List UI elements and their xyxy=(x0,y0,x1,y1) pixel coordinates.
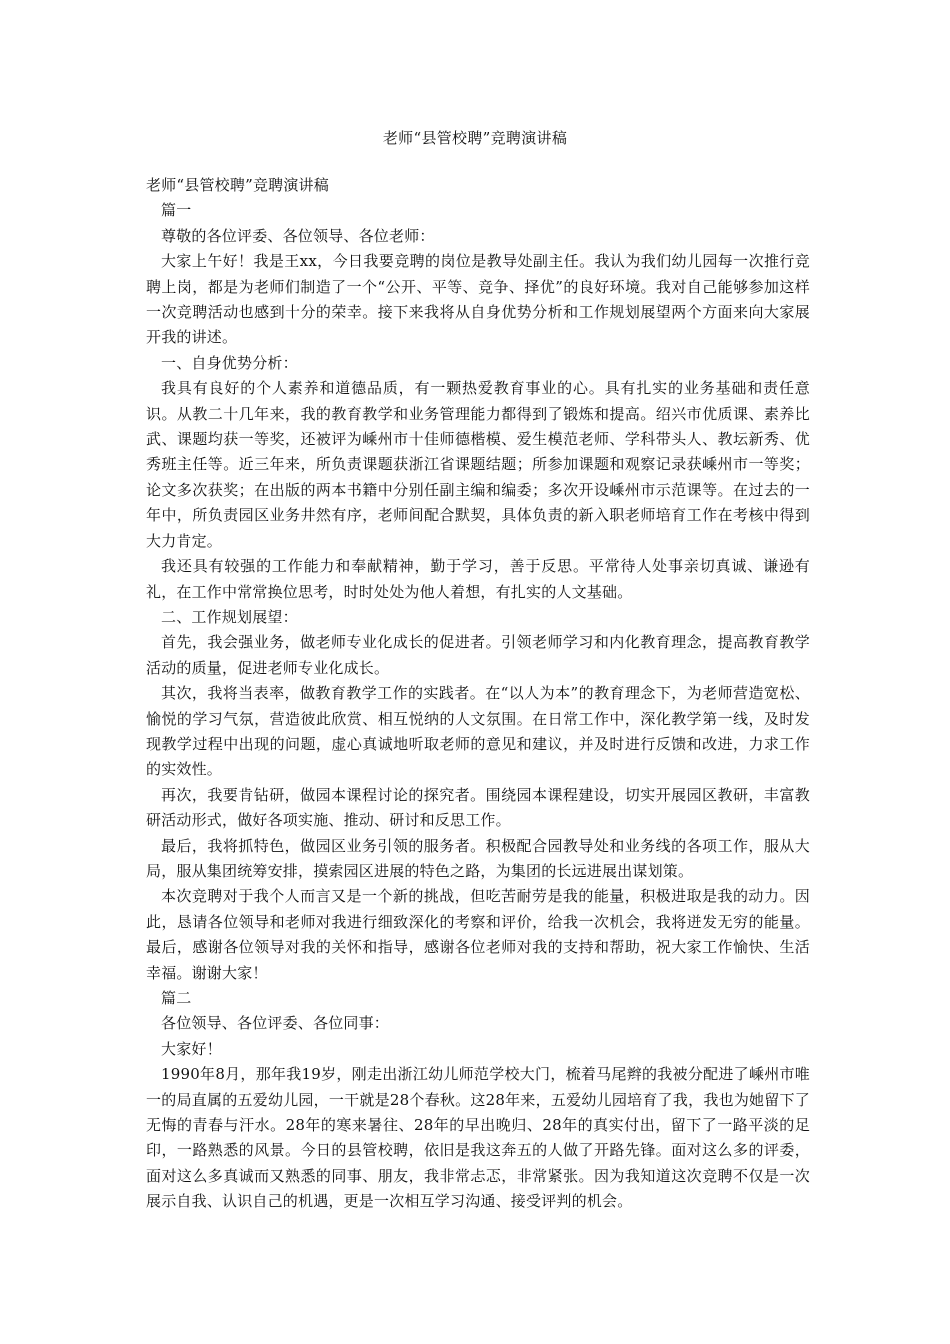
body-paragraph: 我还具有较强的工作能力和奉献精神，勤于学习，善于反思。平常待人处事亲切真诚、谦逊有礼，在工作中常常换位思考，时时处处为他人着想，有扎实的人文基础。 xyxy=(146,557,810,601)
body-paragraph: 本次竞聘对于我个人而言又是一个新的挑战，但吃苦耐劳是我的能量，积极进取是我的动力。因此，恳请各位领导和老师对我进行细致深化的考察和评价，给我一次机会，我将迸发无穷的能量。最后，感谢各位领导对我的关怀和指导，感谢各位老师对我的支持和帮助，祝大家工作愉快、生活幸福。谢谢大家！ xyxy=(146,887,810,982)
greeting-paragraph: 大家好！ xyxy=(161,1039,222,1058)
body-paragraph: 其次，我将当表率，做教育教学工作的实践者。在“以人为本”的教育理念下，为老师营造宽松、愉悦的学习气氛，营造彼此欣赏、相互悦纳的人文氛围。在日常工作中，深化教学第一线，及时发现教学过程中出现的问题，虚心真诚地听取老师的意见和建议，并及时进行反馈和改进，力求工作的实效性。 xyxy=(146,684,810,779)
body-paragraph: 首先，我会强业务，做老师专业化成长的促进者。引领老师学习和内化教育理念，提高教育教学活动的质量，促进老师专业化成长。 xyxy=(146,633,810,677)
salutation-paragraph: 尊敬的各位评委、各位领导、各位老师： xyxy=(161,226,435,245)
section-heading-part-two: 篇二 xyxy=(161,989,192,1007)
body-paragraph: 大家上午好！我是王xx，今日我要竞聘的岗位是教导处副主任。我认为我们幼儿园每一次推行竞聘上岗，都是为老师们制造了一个“公开、平等、竞争、择优”的良好环境。我对自己能够参加这样一次竞聘活动也感到十分的荣幸。接下来我将从自身优势分析和工作规划展望两个方面来向大家展开我的讲述。 xyxy=(146,252,810,347)
section-heading-advantages: 一、自身优势分析： xyxy=(161,353,298,372)
document-title: 老师“县管校聘”竞聘演讲稿 xyxy=(382,129,568,147)
body-paragraph: 1990年8月，那年我19岁，刚走出浙江幼儿师范学校大门，梳着马尾辫的我被分配进了嵊州市唯一的局直属的五爱幼儿园，一干就是28个春秋。这28年来，五爱幼儿园培育了我，我也为她留下了无悔的青春与汗水。28年的寒来暑往、28年的早出晚归、28年的真实付出，留下了一路平淡的足印，一路熟悉的风景。今日的县管校聘，依旧是我这奔五的人做了开路先锋。面对这么多的评委，面对这么多真诚而又熟悉的同事、朋友，我非常忐忑，非常紧张。因为我知道这次竞聘不仅是一次展示自我、认识自己的机遇，更是一次相互学习沟通、接受评判的机会。 xyxy=(146,1065,810,1211)
salutation-paragraph: 各位领导、各位评委、各位同事： xyxy=(161,1014,390,1033)
section-heading-part-one: 篇一 xyxy=(161,201,192,220)
body-paragraph: 最后，我将抓特色，做园区业务引领的服务者。积极配合园教导处和业务线的各项工作，服从大局，服从集团统筹安排，摸索园区进展的特色之路，为集团的长远进展出谋划策。 xyxy=(146,836,810,880)
document-body xyxy=(146,173,810,1215)
section-heading-work-plan: 二、工作规划展望： xyxy=(161,607,298,626)
body-paragraph: 我具有良好的个人素养和道德品质，有一颗热爱教育事业的心。具有扎实的业务基础和责任意识。从教二十几年来，我的教育教学和业务管理能力都得到了锻炼和提高。绍兴市优质课、素养比武、课题均获一等奖，还被评为嵊州市十佳师德楷模、爱生模范老师、学科带头人、教坛新秀、优秀班主任等。近三年来，所负责课题获浙江省课题结题；所参加课题和观察记录获嵊州市一等奖；论文多次获奖；在出版的两本书籍中分别任副主编和编委；多次开设嵊州市示范课等。在过去的一年中，所负责园区业务井然有序，老师间配合默契，具体负责的新入职老师培育工作在考核中得到大力肯定。 xyxy=(146,379,810,550)
body-paragraph: 再次，我要肯钻研，做园本课程讨论的探究者。围绕园本课程建设，切实开展园区教研，丰富教研活动形式，做好各项实施、推动、研讨和反思工作。 xyxy=(146,785,810,830)
subtitle-paragraph: 老师“县管校聘”竞聘演讲稿 xyxy=(146,176,329,194)
